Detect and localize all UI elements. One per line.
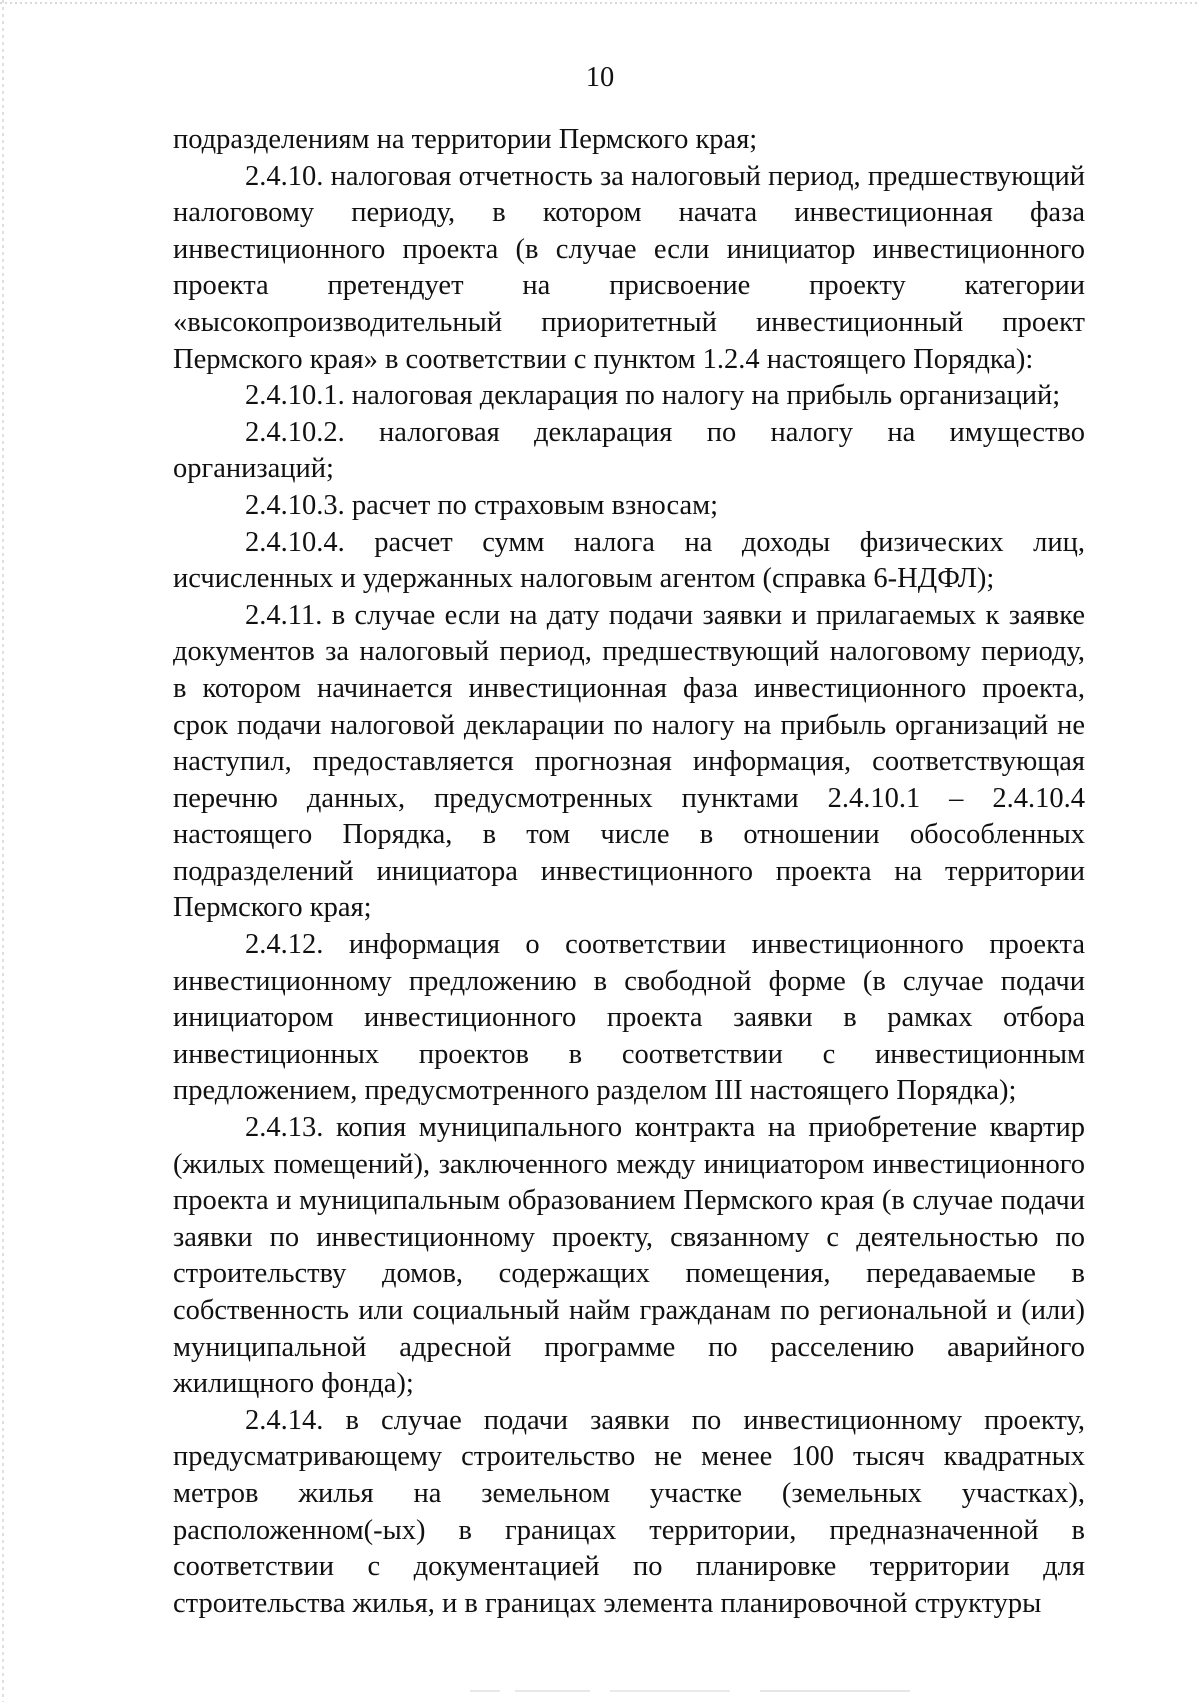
page-number: 10 — [585, 62, 615, 93]
paragraph-2-4-10-3: 2.4.10.3. расчет по страховым взносам; — [245, 489, 719, 521]
paragraph-2-4-11: 2.4.11. в случае если на дату подачи заявки и прилагаемых к заявке документов за налоговый период, предшествующий налоговому периоду, в котором начинается инвестиционная фаза инвестиционного проекта, срок подачи налоговой декларации по налогу на прибыль организаций не наступил, предоставляется прогнозная информация, соответствующая перечню данных, предусмотренных пунктами 2.4.10.1 – 2.4.10.4 настоящего Порядка, в том числе в отношении обособленных подразделений инициатора инвестиционного проекта на территории Пермского края; — [173, 599, 1085, 924]
document-body — [173, 122, 1085, 1622]
paragraph-2-4-10-1: 2.4.10.1. налоговая декларация по налогу на прибыль организаций; — [245, 380, 1061, 412]
scan-bottom-artifact — [470, 1690, 910, 1692]
scan-top-edge — [0, 2, 1200, 4]
paragraph-2-4-14: 2.4.14. в случае подачи заявки по инвестиционному проекту, предусматривающему строительство не менее 100 тысяч квадратных метров жилья на земельном участке (земельных участках), расположенном(-ых) в границах территории, предназначенной в соответствии с документацией по планировке территории для строительства жилья, и в границах элемента планировочной структуры — [173, 1404, 1085, 1619]
paragraph-continuation: подразделениям на территории Пермского края; — [173, 124, 758, 155]
scan-left-edge — [2, 0, 4, 1702]
paragraph-2-4-10-4: 2.4.10.4. расчет сумм налога на доходы физических лиц, исчисленных и удержанных налоговым агентом (справка 6-НДФЛ); — [173, 526, 1085, 595]
paragraph-2-4-13: 2.4.13. копия муниципального контракта на приобретение квартир (жилых помещений), заключенного между инициатором инвестиционного проекта и муниципальным образованием Пермского края (в случае подачи заявки по инвестиционному проекту, связанному с деятельностью по строительству домов, содержащих помещения, передаваемые в собственность или социальный найм гражданам по региональной и (или) муниципальной адресной программе по расселению аварийного жилищного фонда); — [173, 1112, 1085, 1400]
paragraph-2-4-10-2: 2.4.10.2. налоговая декларация по налогу на имущество организаций; — [173, 416, 1085, 485]
paragraph-2-4-12: 2.4.12. информация о соответствии инвестиционного проекта инвестиционному предложению в свободной форме (в случае подачи инициатором инвестиционного проекта заявки в рамках отбора инвестиционных проектов в соответствии с инвестиционным предложением, предусмотренного разделом III настоящего Порядка); — [173, 929, 1085, 1107]
paragraph-2-4-10: 2.4.10. налоговая отчетность за налоговый период, предшествующий налоговому периоду, в котором начата инвестиционная фаза инвестиционного проекта (в случае если инициатор инвестиционного проекта претендует на присвоение проекту категории «высокопроизводительный приоритетный инвестиционный проект Пермского края» в соответствии с пунктом 1.2.4 настоящего Порядка): — [173, 160, 1085, 375]
